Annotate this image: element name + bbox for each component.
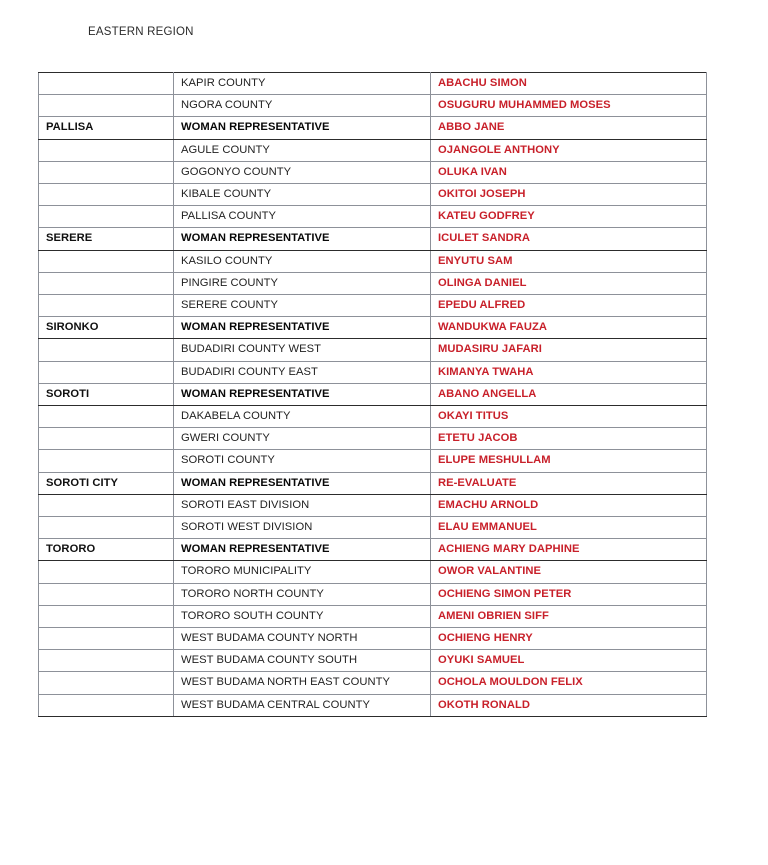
district-cell: SERERE [39, 228, 174, 250]
table-row [39, 95, 707, 117]
district-cell [39, 494, 174, 516]
district-cell [39, 139, 174, 161]
candidate-cell: ABBO JANE [431, 117, 707, 139]
table-row [39, 583, 707, 605]
table-row [39, 139, 707, 161]
candidate-cell: KATEU GODFREY [431, 206, 707, 228]
district-cell [39, 406, 174, 428]
constituency-cell: WEST BUDAMA COUNTY SOUTH [174, 650, 431, 672]
district-cell [39, 161, 174, 183]
constituency-cell: DAKABELA COUNTY [174, 406, 431, 428]
constituency-cell: GWERI COUNTY [174, 428, 431, 450]
table-row [39, 472, 707, 494]
district-cell [39, 517, 174, 539]
constituency-cell: TORORO NORTH COUNTY [174, 583, 431, 605]
district-cell [39, 583, 174, 605]
constituency-cell: WOMAN REPRESENTATIVE [174, 117, 431, 139]
table-row [39, 339, 707, 361]
constituency-cell: NGORA COUNTY [174, 95, 431, 117]
constituency-cell: BUDADIRI COUNTY WEST [174, 339, 431, 361]
table-row [39, 672, 707, 694]
candidate-cell: ACHIENG MARY DAPHINE [431, 539, 707, 561]
table-row [39, 250, 707, 272]
table-row [39, 561, 707, 583]
candidate-cell: MUDASIRU JAFARI [431, 339, 707, 361]
candidate-cell: WANDUKWA FAUZA [431, 317, 707, 339]
candidate-cell: ENYUTU SAM [431, 250, 707, 272]
constituency-cell: WOMAN REPRESENTATIVE [174, 472, 431, 494]
table-row [39, 184, 707, 206]
table-row [39, 628, 707, 650]
constituency-cell: WEST BUDAMA CENTRAL COUNTY [174, 694, 431, 716]
candidates-table [38, 72, 707, 717]
candidate-cell: OSUGURU MUHAMMED MOSES [431, 95, 707, 117]
constituency-cell: WOMAN REPRESENTATIVE [174, 228, 431, 250]
table-row [39, 694, 707, 716]
constituency-cell: PALLISA COUNTY [174, 206, 431, 228]
candidate-cell: ABANO ANGELLA [431, 383, 707, 405]
table-row [39, 228, 707, 250]
candidate-cell: OCHIENG SIMON PETER [431, 583, 707, 605]
candidate-cell: OLINGA DANIEL [431, 272, 707, 294]
district-cell: PALLISA [39, 117, 174, 139]
district-cell [39, 605, 174, 627]
constituency-cell: GOGONYO COUNTY [174, 161, 431, 183]
district-cell [39, 73, 174, 95]
constituency-cell: WOMAN REPRESENTATIVE [174, 539, 431, 561]
candidate-cell: OCHOLA MOULDON FELIX [431, 672, 707, 694]
constituency-cell: TORORO SOUTH COUNTY [174, 605, 431, 627]
candidate-cell: EMACHU ARNOLD [431, 494, 707, 516]
district-cell: TORORO [39, 539, 174, 561]
constituency-cell: SOROTI COUNTY [174, 450, 431, 472]
candidate-cell: OWOR VALANTINE [431, 561, 707, 583]
district-cell [39, 184, 174, 206]
candidate-cell: OKITOI JOSEPH [431, 184, 707, 206]
constituency-cell: SOROTI WEST DIVISION [174, 517, 431, 539]
district-cell [39, 672, 174, 694]
district-cell [39, 694, 174, 716]
candidate-cell: OLUKA IVAN [431, 161, 707, 183]
candidate-cell: ICULET SANDRA [431, 228, 707, 250]
candidate-cell: EPEDU ALFRED [431, 295, 707, 317]
constituency-cell: PINGIRE COUNTY [174, 272, 431, 294]
candidate-cell: ABACHU SIMON [431, 73, 707, 95]
constituency-cell: SERERE COUNTY [174, 295, 431, 317]
candidates-table-container [38, 72, 706, 717]
district-cell: SOROTI [39, 383, 174, 405]
table-row [39, 295, 707, 317]
table-row [39, 450, 707, 472]
district-cell [39, 650, 174, 672]
district-cell [39, 272, 174, 294]
candidate-cell: OKAYI TITUS [431, 406, 707, 428]
constituency-cell: WOMAN REPRESENTATIVE [174, 317, 431, 339]
district-cell: SOROTI CITY [39, 472, 174, 494]
candidate-cell: OKOTH RONALD [431, 694, 707, 716]
candidate-cell: OYUKI SAMUEL [431, 650, 707, 672]
candidate-cell: KIMANYA TWAHA [431, 361, 707, 383]
table-row [39, 650, 707, 672]
district-cell [39, 361, 174, 383]
table-row [39, 73, 707, 95]
candidates-table-body [39, 73, 707, 717]
table-row [39, 539, 707, 561]
table-row [39, 517, 707, 539]
district-cell [39, 339, 174, 361]
candidate-cell: AMENI OBRIEN SIFF [431, 605, 707, 627]
district-cell [39, 628, 174, 650]
table-row [39, 605, 707, 627]
table-row [39, 272, 707, 294]
table-row [39, 317, 707, 339]
constituency-cell: SOROTI EAST DIVISION [174, 494, 431, 516]
table-row [39, 206, 707, 228]
constituency-cell: KASILO COUNTY [174, 250, 431, 272]
table-row [39, 361, 707, 383]
district-cell [39, 206, 174, 228]
constituency-cell: AGULE COUNTY [174, 139, 431, 161]
candidate-cell: ELUPE MESHULLAM [431, 450, 707, 472]
constituency-cell: KAPIR COUNTY [174, 73, 431, 95]
candidate-cell: ETETU JACOB [431, 428, 707, 450]
table-row [39, 161, 707, 183]
candidate-cell: OCHIENG HENRY [431, 628, 707, 650]
candidate-cell: RE-EVALUATE [431, 472, 707, 494]
district-cell [39, 95, 174, 117]
district-cell [39, 428, 174, 450]
table-row [39, 117, 707, 139]
district-cell: SIRONKO [39, 317, 174, 339]
candidate-cell: ELAU EMMANUEL [431, 517, 707, 539]
constituency-cell: WOMAN REPRESENTATIVE [174, 383, 431, 405]
table-row [39, 406, 707, 428]
constituency-cell: BUDADIRI COUNTY EAST [174, 361, 431, 383]
district-cell [39, 250, 174, 272]
table-row [39, 428, 707, 450]
table-row [39, 383, 707, 405]
constituency-cell: WEST BUDAMA COUNTY NORTH [174, 628, 431, 650]
district-cell [39, 561, 174, 583]
candidate-cell: OJANGOLE ANTHONY [431, 139, 707, 161]
page-title: EASTERN REGION [88, 26, 194, 38]
district-cell [39, 295, 174, 317]
constituency-cell: WEST BUDAMA NORTH EAST COUNTY [174, 672, 431, 694]
table-row [39, 494, 707, 516]
constituency-cell: KIBALE COUNTY [174, 184, 431, 206]
constituency-cell: TORORO MUNICIPALITY [174, 561, 431, 583]
district-cell [39, 450, 174, 472]
